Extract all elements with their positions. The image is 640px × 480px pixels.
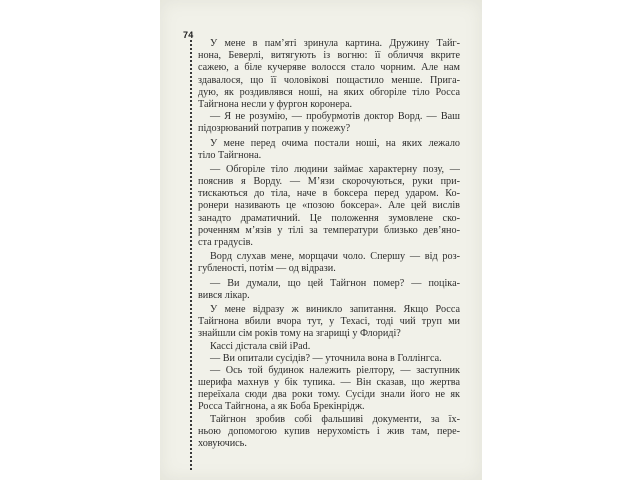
text-line: шерифа махнув у бік тупика. — Він сказав, що жертва bbox=[198, 377, 460, 389]
dotted-margin-rule bbox=[190, 40, 192, 470]
text-line: Тайгнона несли у фургон коронера. bbox=[198, 98, 353, 110]
text-line: підозрюваний потрапив у пожежу? bbox=[198, 123, 351, 135]
text-line: У мене відразу ж виникло запитання. Якщо Росса bbox=[210, 303, 460, 315]
text-line: Тайгнон зробив собі фальшиві документи, за їх- bbox=[210, 413, 460, 425]
text-line: Тайгнона вбили вчора тут, у Техасі, тоді чий труп ми bbox=[198, 316, 460, 328]
text-line: роченням м’язів у тілі за температури близько дев’яно- bbox=[198, 224, 460, 236]
page-number: 74 bbox=[183, 30, 194, 40]
text-line: — Ви опитали сусідів? — уточнила вона в Голлінгса. bbox=[210, 352, 442, 364]
text-line: — Ви думали, що цей Тайгнон помер? — поціка- bbox=[210, 277, 460, 289]
text-line: ховуючись. bbox=[198, 438, 247, 449]
text-line: тискаються до тіла, наче в боксера перед ударом. Ко- bbox=[198, 188, 460, 200]
text-line: — Ось той будинок належить ріелтору, — заступник bbox=[210, 364, 460, 376]
text-line: знайшли сім років тому на згарищі у Флориді? bbox=[198, 328, 401, 340]
text-line: У мене перед очима постали ноші, на яких лежало bbox=[210, 137, 460, 149]
text-line: здавалося, що її чоловікові пощастило менше. Прига- bbox=[198, 74, 460, 86]
text-line: переїхала сюди два роки тому. Сусіди знали його не як bbox=[198, 389, 460, 401]
text-line: сажею, а біле кучеряве волосся стало чорним. Але нам bbox=[198, 62, 460, 74]
text-line: Росса Тайгнона, а як Боба Брекінрідж. bbox=[198, 401, 365, 413]
text-line: губленості, потім — од відрази. bbox=[198, 263, 336, 275]
text-line: нона, Беверлі, витягують із вогню: її обличчя вкрите bbox=[198, 50, 460, 62]
text-line: Ворд слухав мене, морщачи чоло. Спершу — від роз- bbox=[210, 251, 460, 263]
text-line: тіло Тайгнона. bbox=[198, 149, 262, 161]
text-line: вився лікар. bbox=[198, 289, 250, 301]
text-line: — Я не розумію, — пробурмотів доктор Ворд. — Ваш bbox=[210, 111, 460, 123]
text-line: дую, як роздивлявся ноші, на яких обгоріле тіло Росса bbox=[198, 86, 460, 98]
text-line: ньою допомогою купив нерухомість і жив там, пере- bbox=[198, 425, 460, 437]
text-line: Кассі дістала свій iPad. bbox=[210, 340, 311, 352]
text-line: У мене в пам’яті зринула картина. Дружину Тайг- bbox=[210, 38, 460, 49]
text-line: ста градусів. bbox=[198, 237, 253, 248]
body-text bbox=[198, 38, 460, 450]
text-line: ронери називають це «позою боксера». Але цей вислів bbox=[198, 200, 460, 212]
text-line: занадто драматичний. Це положення зумовлене ско- bbox=[198, 212, 460, 224]
text-line: пояснив я Ворду. — М’язи скорочуються, руки при- bbox=[198, 176, 460, 188]
text-line: — Обгоріле тіло людини займає характерну позу, — bbox=[210, 163, 460, 175]
